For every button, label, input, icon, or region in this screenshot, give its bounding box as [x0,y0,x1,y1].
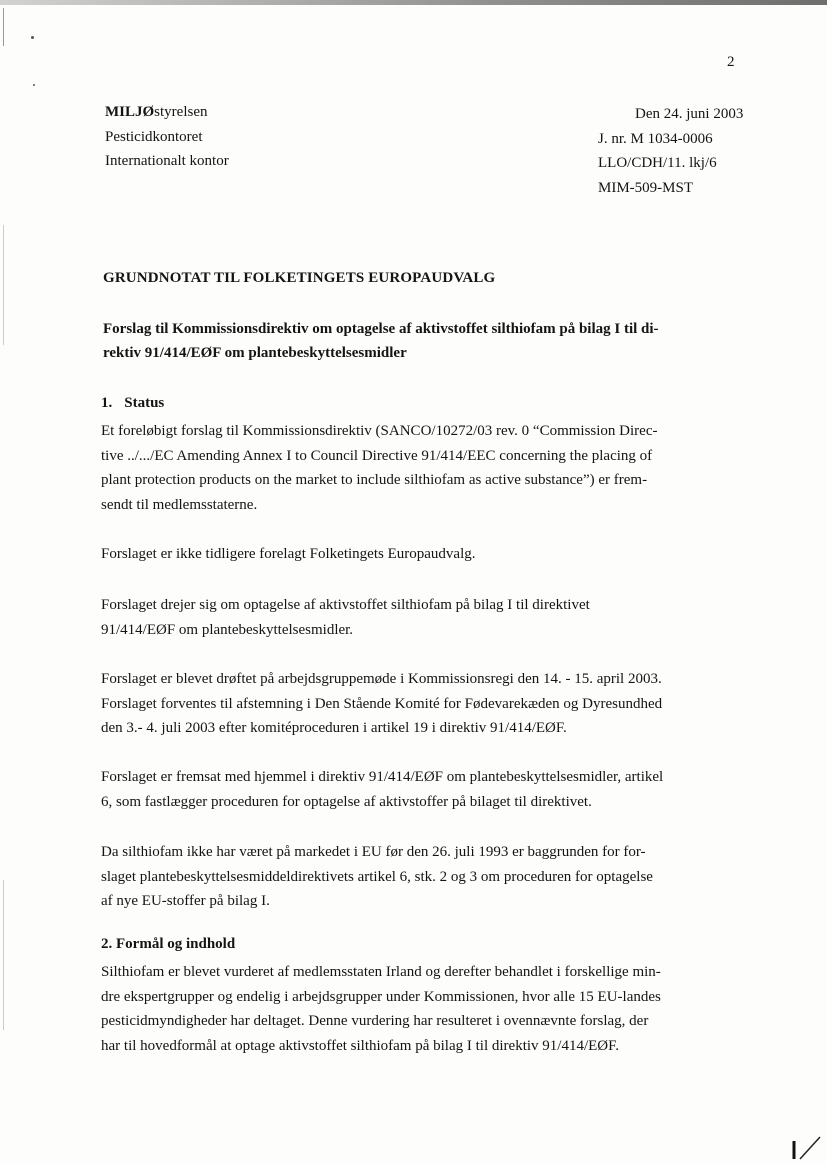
paragraph [101,765,663,814]
paragraph [101,593,590,642]
scan-speck [33,84,35,86]
sender-organisation [105,100,229,125]
reference-block [598,102,743,200]
scan-top-edge [0,0,827,5]
reference-code: MIM-509-MST [598,179,694,196]
paragraph [101,960,661,1058]
sender-block [105,100,229,174]
sender-department: Pesticidkontoret [105,128,203,145]
paragraph [101,667,662,741]
paragraph [101,419,657,517]
scan-speck [31,36,34,39]
paragraph-line: dre ekspertgrupper og endelig i arbejdsgrupper under Kommissionen, hvor alle 15 EU-landes [101,988,661,1005]
section-1-title: Status [124,395,165,411]
paragraph-line: Forslaget er ikke tidligere forelagt Folketingets Europaudvalg. [101,546,476,562]
paragraph-line: Da silthiofam ikke har været på markedet i EU før den 26. juli 1993 er baggrunden for for- [101,844,646,860]
section-2-heading: 2. Formål og indhold [101,936,236,952]
paragraph [101,840,653,914]
paragraph-line: har til hovedformål at optage aktivstoffet silthiofam på bilag I til direktiv 91/414/EØF. [101,1037,619,1054]
sender-org-prefix: MILJØ [105,104,155,120]
paragraph-line: den 3.- 4. juli 2003 efter komitéproceduren i artikel 19 i direktiv 91/414/EØF. [101,720,567,737]
paragraph [101,542,475,567]
paragraph-line: tive ../.../EC Amending Annex I to Council Directive 91/414/EEC concerning the placing of [101,447,653,464]
scan-margin-mark [3,880,4,1030]
paragraph-line: plant protection products on the market to include silthiofam as active substance”) er frem- [101,472,648,489]
paragraph-line: Silthiofam er blevet vurderet af medlemsstaten Irland og derefter behandlet i forskellige min- [101,964,661,980]
document-title: GRUNDNOTAT TIL FOLKETINGETS EUROPAUDVALG [103,270,496,286]
paragraph-line: af nye EU-stoffer på bilag I. [101,893,270,910]
paragraph-line: Forslaget forventes til afstemning i Den Stående Komité for Fødevarekæden og Dyresundhed [101,695,663,712]
handwritten-mark [790,1135,824,1161]
subject-line: rektiv 91/414/EØF om plantebeskyttelsesmidler [103,345,407,361]
scan-margin-mark [3,8,4,46]
paragraph-line: Forslaget er fremsat med hjemmel i direktiv 91/414/EØF om plantebeskyttelsesmidler, artikel [101,769,664,785]
document-subject [103,317,733,365]
document-date: Den 24. juni 2003 [635,106,744,122]
section-1-number: 1. [101,395,113,411]
paragraph-line: pesticidmyndigheder har deltaget. Denne vurdering har resulteret i ovennævnte forslag, der [101,1013,649,1030]
page-number: 2 [727,54,735,70]
sender-org-suffix: styrelsen [154,104,208,120]
paragraph-line: slaget plantebeskyttelsesmiddeldirektivets artikel 6, stk. 2 og 3 om proceduren for optagelse [101,868,653,885]
subject-line: Forslag til Kommissionsdirektiv om optagelse af aktivstoffet silthiofam på bilag I til di- [103,321,659,337]
paragraph-line: 91/414/EØF om plantebeskyttelsesmidler. [101,621,354,638]
section-1-heading [101,395,164,412]
sender-office: Internationalt kontor [105,153,229,169]
journal-number: J. nr. M 1034-0006 [598,130,713,147]
paragraph-line: Forslaget er blevet drøftet på arbejdsgruppemøde i Kommissionsregi den 14. - 15. april 2003. [101,671,662,687]
paragraph-line: Et foreløbigt forslag til Kommissionsdirektiv (SANCO/10272/03 rev. 0 “Commission Direc- [101,423,658,439]
scan-margin-mark [3,225,4,345]
paragraph-line: sendt til medlemsstaterne. [101,496,258,513]
paragraph-line: 6, som fastlægger proceduren for optagelse af aktivstoffer på bilaget til direktivet. [101,793,592,810]
paragraph-line: Forslaget drejer sig om optagelse af aktivstoffet silthiofam på bilag I til direktivet [101,597,590,613]
case-initials: LLO/CDH/11. lkj/6 [598,155,717,171]
